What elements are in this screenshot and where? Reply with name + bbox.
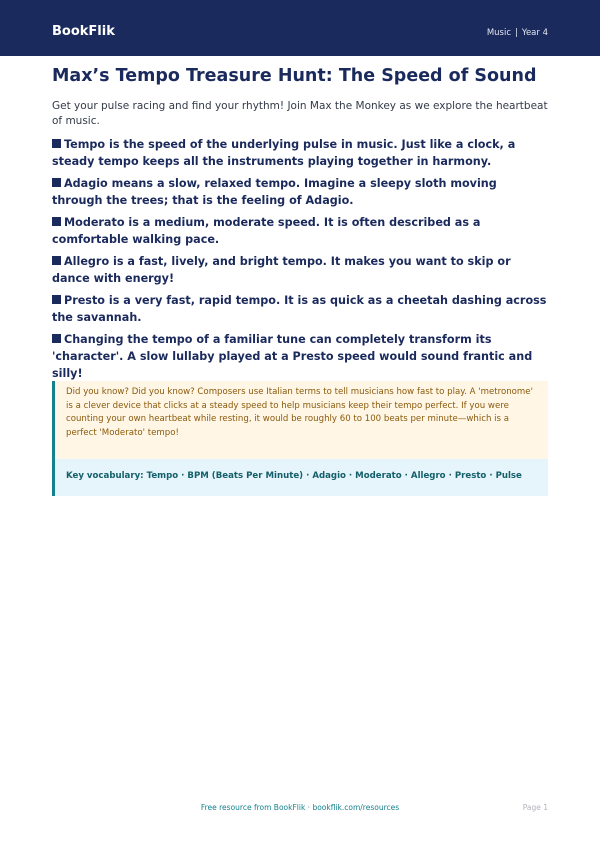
subject-label: Music: [486, 28, 512, 38]
key-point: [52, 175, 548, 209]
key-point: [52, 136, 548, 170]
year-label: Year 4: [521, 28, 548, 38]
key-point: [52, 331, 548, 382]
key-point-text: Presto is a very fast, rapid tempo. It is as quick as a cheetah dashing across the savannah.: [52, 294, 547, 324]
intro-text: Get your pulse racing and find your rhythm! Join Max the Monkey as we explore the heartbeat of music.: [52, 100, 548, 127]
square-bullet-icon: [52, 256, 61, 265]
square-bullet-icon: [52, 295, 61, 304]
breadcrumb-separator: |: [515, 28, 518, 38]
page-title: Max’s Tempo Treasure Hunt: The Speed of Sound: [52, 66, 537, 86]
page-number: Page 1: [522, 803, 548, 812]
key-point: [52, 253, 548, 287]
key-point: [52, 292, 548, 326]
vocabulary-box: Key vocabulary: Tempo · BPM (Beats Per Minute) · Adagio · Moderato · Allegro · Presto · Pulse: [55, 459, 548, 496]
page-header: [0, 0, 600, 56]
square-bullet-icon: [52, 139, 61, 148]
key-point-text: Adagio means a slow, relaxed tempo. Imagine a sleepy sloth moving through the trees; that is the feeling of Adagio.: [52, 177, 497, 207]
subject-breadcrumb: [487, 27, 548, 39]
fact-box: Did you know? Did you know? Composers use Italian terms to tell musicians how fast to play. A 'metronome' is a clever device that clicks at a steady speed to help musicians keep their tempo perfect. If you were counting your own heartbeat while resting, it would be roughly 60 to 100 beats per minute—which is a perfect 'Moderato' tempo!: [55, 381, 548, 459]
footer-source-link[interactable]: Free resource from BookFlik · bookflik.com/resources: [200, 803, 400, 812]
brand-logo[interactable]: BookFlik: [52, 24, 115, 39]
key-point-text: Changing the tempo of a familiar tune can completely transform its 'character'. A slow lullaby played at a Presto speed would sound frantic and silly!: [52, 333, 533, 380]
square-bullet-icon: [52, 217, 61, 226]
key-points-list: [52, 136, 548, 387]
key-point-text: Tempo is the speed of the underlying pulse in music. Just like a clock, a steady tempo keeps all the instruments playing together in harmony.: [52, 138, 516, 168]
key-point-text: Allegro is a fast, lively, and bright tempo. It makes you want to skip or dance with energy!: [52, 255, 511, 285]
page-footer: [0, 802, 600, 814]
did-you-know-callout: [52, 381, 548, 496]
square-bullet-icon: [52, 334, 61, 343]
key-point: [52, 214, 548, 248]
square-bullet-icon: [52, 178, 61, 187]
key-point-text: Moderato is a medium, moderate speed. It is often described as a comfortable walking pace.: [52, 216, 481, 246]
